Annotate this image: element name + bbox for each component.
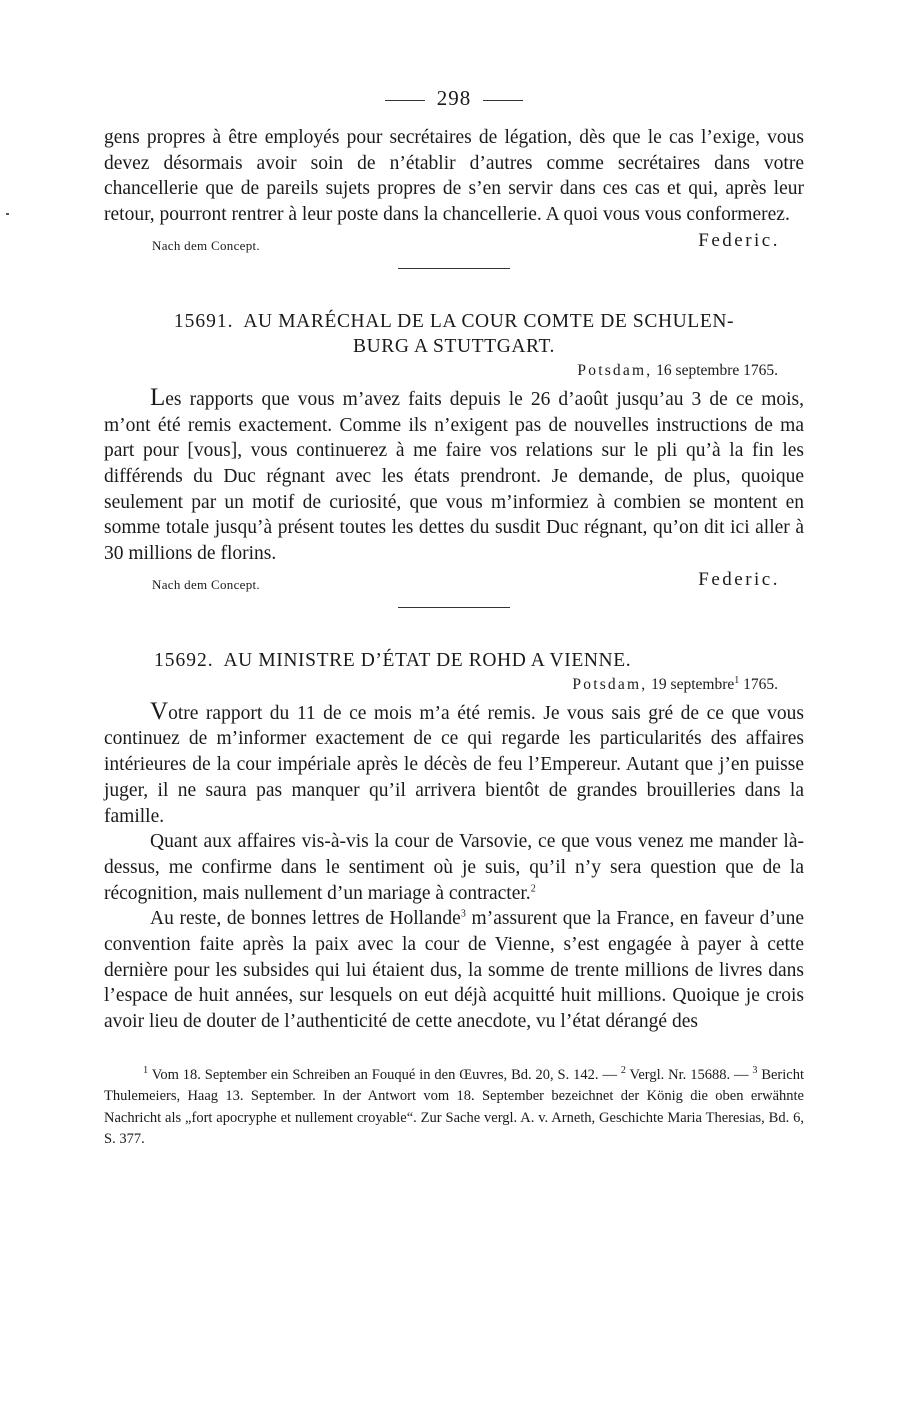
page-header	[104, 86, 804, 111]
date-text: 16 septembre 1765.	[656, 361, 778, 379]
continuation-closing	[104, 230, 804, 256]
letter-heading-15691	[104, 309, 804, 359]
continuation-paragraph: gens propres à être employés pour secrétaires de légation, dès que le cas l’exige, vous devez désormais avoir soin de n’établir d’autres comme secrétaires dans votre chancellerie que de pareils sujets propres de s’en servir dans ces cas et qui, après leur retour, pourront rentrer à leur poste dans la chancellerie. A quoi vous vous conformerez.	[104, 127, 804, 226]
letter-heading-15692	[104, 648, 804, 673]
header-dash-left	[385, 100, 425, 101]
signature: Federic.	[698, 229, 780, 251]
book-page	[104, 86, 804, 1151]
date-place: Potsdam,	[572, 675, 648, 693]
footnote-separator: —	[734, 1066, 749, 1083]
margin-mark	[6, 213, 9, 215]
paragraph-text: m’assurent que la France, en faveur d’une convention faite après la paix avec la cour de Vienne, s’est engagée à payer à cette dernière pour les subsides qui lui étaient dus, la somme de trente millions de livres dans l’espace de huit années, sur lesquels on eut déjà acquitté huit millions. Quoique je crois avoir lieu de douter de l’authenticité de cette anecdote, vu l’état dérangé des	[104, 908, 805, 1033]
footnote-mark: 3	[752, 1065, 758, 1077]
footnote-1: Vom 18. September ein Schreiben an Fouqué in den Œuvres, Bd. 20, S. 142.	[151, 1066, 599, 1083]
letter-heading-line2: BURG A STUTTGART.	[352, 335, 556, 357]
footnote-ref: 3	[460, 908, 466, 920]
letter-number: 15691.	[173, 310, 234, 332]
page-number: 298	[436, 86, 472, 110]
letter-heading-line: AU MINISTRE D’ÉTAT DE ROHD A VIENNE.	[223, 649, 632, 671]
paragraph-text: Quant aux affaires vis-à-vis la cour de Varsovie, ce que vous venez me mander là-dessus, me confirme dans le sentiment où je suis, qu’il n’y sera question que de la récognition, mais nullement d’un mariage à contracter.	[104, 831, 804, 904]
date-year: 1765.	[743, 675, 778, 693]
date-text: 19 septembre	[651, 675, 735, 693]
letter-number: 15692.	[154, 649, 214, 671]
footnote-ref: 2	[530, 883, 536, 895]
footnote-2: Vergl. Nr. 15688.	[629, 1066, 731, 1083]
signature: Federic.	[698, 568, 780, 590]
dateline-15691	[104, 359, 804, 383]
letter-body-15691: Les rapports que vous m’avez faits depuis le 26 d’août jusqu’au 3 de ce mois, m’ont été remis exactement. Comme ils n’exigent pas de nouvelles instructions de ma part pour [vous], vous continuerez à me faire vos relations sur le pli qu’à la fin les différends du Duc régnant avec les états prendront. Je demande, de plus, quoique seulement par un motif de curiosité, que vous m’informiez à combien se montent en somme totale jusqu’à présent toutes les dettes du susdit Duc régnant, qu’on dit ici aller à 30 millions de florins.	[104, 383, 804, 565]
footnote-mark: 1	[143, 1065, 149, 1077]
letter-paragraph-2	[104, 829, 804, 906]
letter-closing-15691	[104, 569, 804, 595]
footnote-ref: 1	[734, 674, 740, 686]
footnotes	[104, 1065, 804, 1151]
footnote-mark: 2	[620, 1065, 626, 1077]
letter-paragraph-1: Votre rapport du 11 de ce mois m’a été remis. Je vous sais gré de ce que vous continuez de m’informer exactement de ce qui regarde les particularités des affaires intérieures de la cour impériale après le décès de feu l’Empereur. Autant que j’en puisse juger, il ne saura pas manquer qu’il arrivera bientôt de grandes brouilleries dans la famille.	[104, 697, 804, 827]
dateline-15692	[104, 673, 804, 697]
paragraph-text: Au reste, de bonnes lettres de Hollande	[150, 908, 461, 930]
footnote-separator: —	[602, 1066, 617, 1083]
date-place: Potsdam,	[577, 361, 653, 379]
source-note: Nach dem Concept.	[152, 237, 260, 253]
letter-paragraph-3	[104, 906, 804, 1035]
letter-heading-line1: AU MARÉCHAL DE LA COUR COMTE DE SCHULEN-	[243, 310, 735, 332]
source-note: Nach dem Concept.	[152, 576, 260, 592]
header-dash-right	[483, 100, 523, 101]
footnote-3: Bericht Thulemeiers, Haag 13. September. In der Antwort vom 18. September bezeichnet der König die oben erwähnte Nachricht als „fort apocryphe et nullement croyable“. Zur Sache vergl. A. v. Arneth, Geschichte Maria Theresias, Bd. 6, S. 377.	[104, 1066, 804, 1148]
